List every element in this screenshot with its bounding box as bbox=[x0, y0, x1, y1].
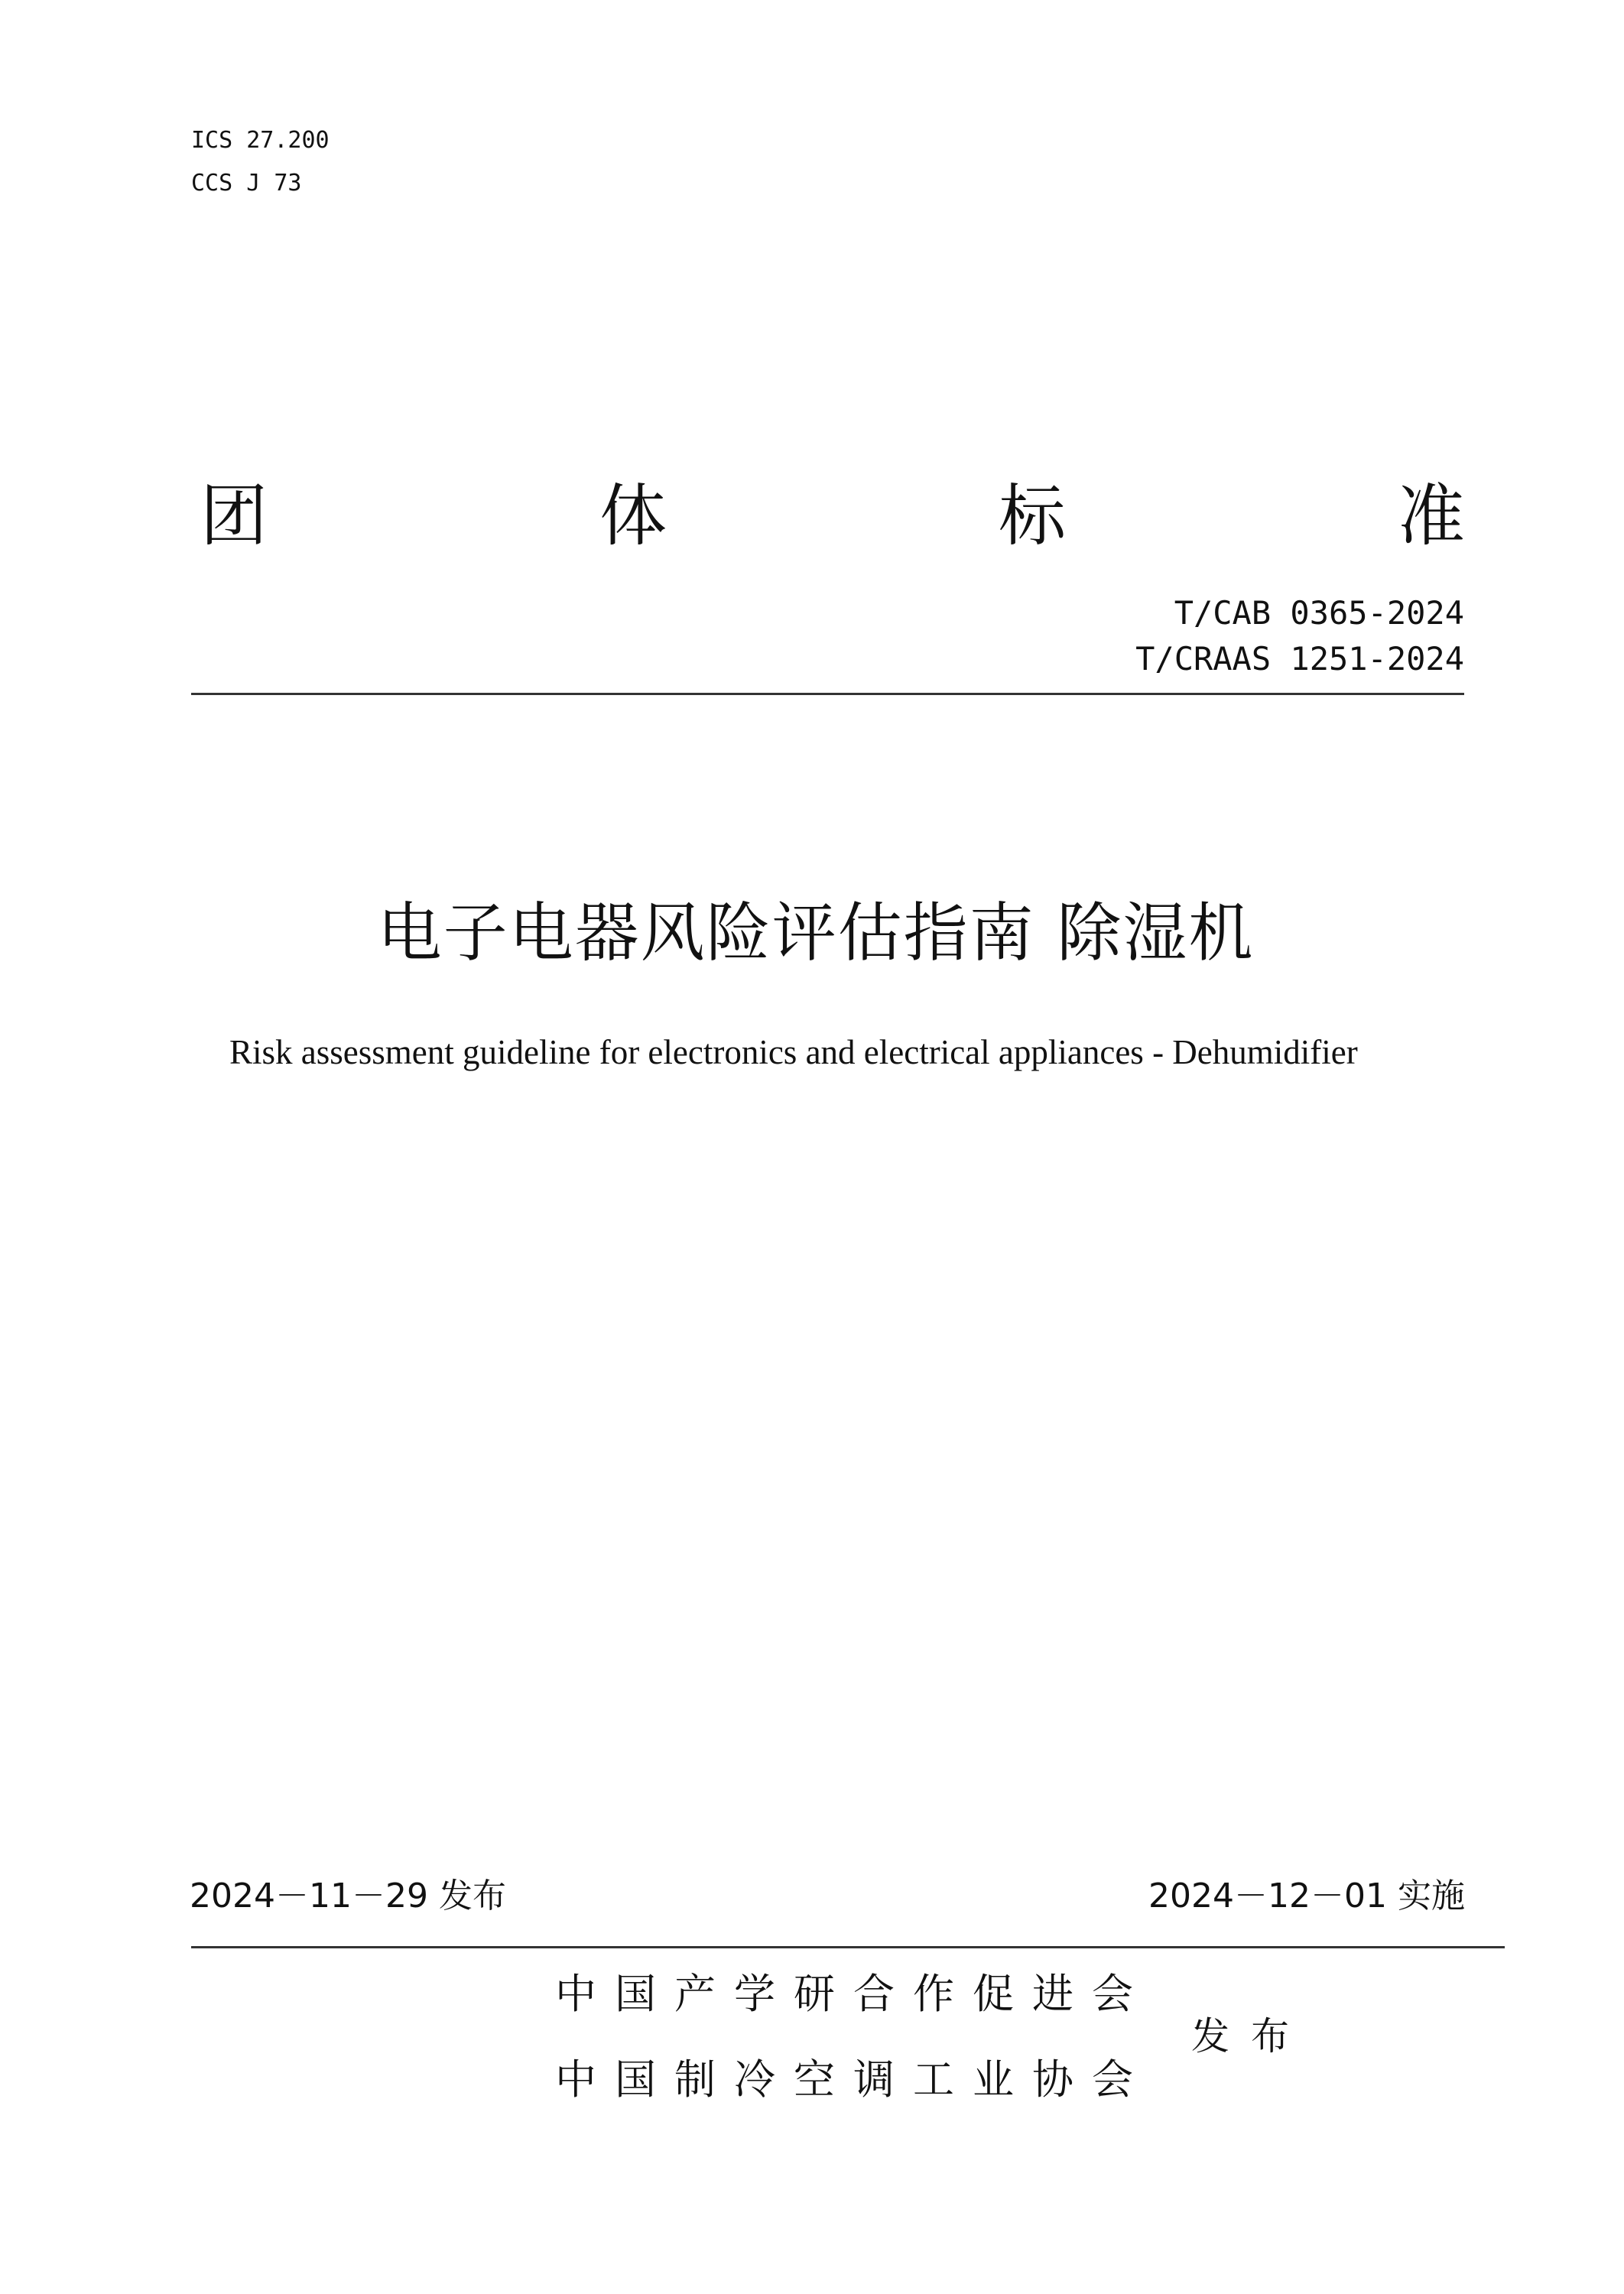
standard-number-craas: T/CRAAS 1251-2024 bbox=[1135, 640, 1464, 677]
header-divider bbox=[191, 693, 1464, 695]
publisher-org-2: 中国制冷空调工业协会 bbox=[555, 2055, 1151, 2104]
standard-type-char-2: 体 bbox=[599, 476, 667, 555]
standard-type-char-4: 准 bbox=[1397, 476, 1465, 555]
publish-label: 发布 bbox=[1191, 2014, 1311, 2058]
standard-number-cab: T/CAB 0365-2024 bbox=[1174, 594, 1464, 632]
publisher-org-1: 中国产学研合作促进会 bbox=[555, 1970, 1151, 2018]
ics-code: ICS 27.200 bbox=[191, 127, 330, 154]
issue-date: 2024－11－29 发布 bbox=[190, 1876, 506, 1915]
standard-type-char-3: 标 bbox=[998, 476, 1066, 555]
implementation-date: 2024－12－01 实施 bbox=[1148, 1876, 1465, 1915]
footer-divider bbox=[191, 1946, 1505, 1948]
title-english: Risk assessment guideline for electronics and electrical appliances - Dehumidifier bbox=[229, 1033, 1358, 1071]
ccs-code: CCS J 73 bbox=[191, 170, 302, 197]
standard-type-char-1: 团 bbox=[200, 476, 268, 555]
title-chinese: 电子电器风险评估指南 除湿机 bbox=[377, 895, 1255, 970]
